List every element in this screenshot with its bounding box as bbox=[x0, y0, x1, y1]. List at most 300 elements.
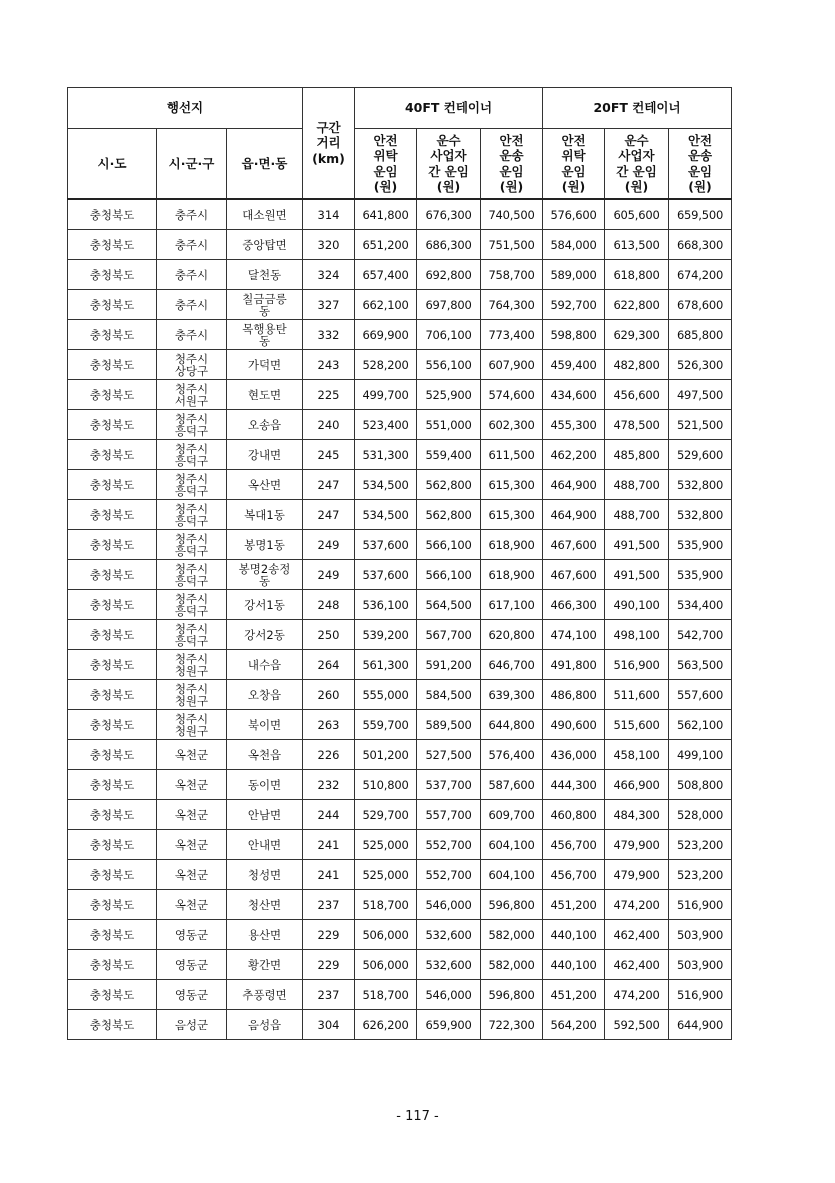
cell-distance: 226 bbox=[303, 740, 355, 770]
cell-sigungu: 청주시 서원구 bbox=[157, 380, 227, 410]
cell-20ft-safe-transport: 503,900 bbox=[669, 920, 732, 950]
table-row bbox=[68, 260, 732, 290]
cell-distance: 229 bbox=[303, 950, 355, 980]
cell-sido: 충청북도 bbox=[68, 830, 157, 860]
cell-sigungu: 충주시 bbox=[157, 290, 227, 320]
cell-sido: 충청북도 bbox=[68, 800, 157, 830]
cell-40ft-safe-transport: 639,300 bbox=[481, 680, 543, 710]
cell-40ft-safe-transport: 576,400 bbox=[481, 740, 543, 770]
cell-40ft-operator: 556,100 bbox=[417, 350, 481, 380]
table-row bbox=[68, 440, 732, 470]
cell-20ft-safe-consign: 444,300 bbox=[543, 770, 605, 800]
cell-20ft-safe-consign: 467,600 bbox=[543, 530, 605, 560]
cell-sigungu: 영동군 bbox=[157, 980, 227, 1010]
cell-sido: 충청북도 bbox=[68, 770, 157, 800]
cell-20ft-safe-transport: 503,900 bbox=[669, 950, 732, 980]
cell-20ft-operator: 488,700 bbox=[605, 500, 669, 530]
cell-40ft-safe-consign: 537,600 bbox=[355, 530, 417, 560]
cell-20ft-safe-consign: 460,800 bbox=[543, 800, 605, 830]
cell-eupmyeondong: 달천동 bbox=[227, 260, 303, 290]
header-40ft-safe-transport-rate: 안전 운송 운임 (원) bbox=[481, 129, 543, 200]
table-row bbox=[68, 740, 732, 770]
cell-20ft-operator: 456,600 bbox=[605, 380, 669, 410]
cell-distance: 249 bbox=[303, 560, 355, 590]
cell-40ft-operator: 537,700 bbox=[417, 770, 481, 800]
cell-20ft-safe-transport: 521,500 bbox=[669, 410, 732, 440]
cell-20ft-safe-consign: 584,000 bbox=[543, 230, 605, 260]
cell-20ft-safe-transport: 659,500 bbox=[669, 199, 732, 230]
cell-eupmyeondong: 대소원면 bbox=[227, 199, 303, 230]
cell-distance: 237 bbox=[303, 980, 355, 1010]
cell-20ft-operator: 485,800 bbox=[605, 440, 669, 470]
cell-distance: 260 bbox=[303, 680, 355, 710]
cell-eupmyeondong: 안내면 bbox=[227, 830, 303, 860]
cell-20ft-safe-consign: 464,900 bbox=[543, 500, 605, 530]
cell-40ft-safe-transport: 617,100 bbox=[481, 590, 543, 620]
cell-eupmyeondong: 강내면 bbox=[227, 440, 303, 470]
cell-40ft-operator: 559,400 bbox=[417, 440, 481, 470]
table-row bbox=[68, 560, 732, 590]
cell-20ft-operator: 474,200 bbox=[605, 980, 669, 1010]
cell-sido: 충청북도 bbox=[68, 860, 157, 890]
cell-20ft-operator: 462,400 bbox=[605, 920, 669, 950]
cell-sido: 충청북도 bbox=[68, 680, 157, 710]
cell-20ft-operator: 515,600 bbox=[605, 710, 669, 740]
cell-40ft-safe-transport: 758,700 bbox=[481, 260, 543, 290]
cell-20ft-operator: 479,900 bbox=[605, 860, 669, 890]
cell-40ft-operator: 659,900 bbox=[417, 1010, 481, 1040]
cell-sigungu: 청주시 흥덕구 bbox=[157, 500, 227, 530]
cell-20ft-safe-consign: 440,100 bbox=[543, 920, 605, 950]
cell-20ft-operator: 490,100 bbox=[605, 590, 669, 620]
cell-40ft-safe-consign: 641,800 bbox=[355, 199, 417, 230]
cell-40ft-safe-transport: 620,800 bbox=[481, 620, 543, 650]
cell-40ft-operator: 584,500 bbox=[417, 680, 481, 710]
cell-20ft-safe-transport: 644,900 bbox=[669, 1010, 732, 1040]
header-20ft-safe-transport-rate: 안전 운송 운임 (원) bbox=[669, 129, 732, 200]
cell-eupmyeondong: 청성면 bbox=[227, 860, 303, 890]
cell-40ft-safe-transport: 751,500 bbox=[481, 230, 543, 260]
cell-40ft-operator: 566,100 bbox=[417, 560, 481, 590]
cell-40ft-safe-consign: 528,200 bbox=[355, 350, 417, 380]
cell-sido: 충청북도 bbox=[68, 530, 157, 560]
cell-eupmyeondong: 추풍령면 bbox=[227, 980, 303, 1010]
cell-20ft-operator: 618,800 bbox=[605, 260, 669, 290]
cell-40ft-safe-consign: 536,100 bbox=[355, 590, 417, 620]
table-row bbox=[68, 410, 732, 440]
cell-40ft-safe-transport: 604,100 bbox=[481, 830, 543, 860]
cell-eupmyeondong: 목행용탄 동 bbox=[227, 320, 303, 350]
cell-20ft-safe-transport: 557,600 bbox=[669, 680, 732, 710]
cell-eupmyeondong: 중앙탑면 bbox=[227, 230, 303, 260]
header-40ft-operator-rate: 운수 사업자 간 운임 (원) bbox=[417, 129, 481, 200]
cell-20ft-operator: 592,500 bbox=[605, 1010, 669, 1040]
cell-20ft-safe-transport: 508,800 bbox=[669, 770, 732, 800]
cell-20ft-safe-consign: 436,000 bbox=[543, 740, 605, 770]
cell-eupmyeondong: 옥천읍 bbox=[227, 740, 303, 770]
cell-eupmyeondong: 강서1동 bbox=[227, 590, 303, 620]
cell-sido: 충청북도 bbox=[68, 590, 157, 620]
cell-eupmyeondong: 청산면 bbox=[227, 890, 303, 920]
cell-40ft-safe-consign: 669,900 bbox=[355, 320, 417, 350]
cell-sigungu: 옥천군 bbox=[157, 860, 227, 890]
table-row bbox=[68, 290, 732, 320]
cell-sido: 충청북도 bbox=[68, 380, 157, 410]
table-row bbox=[68, 530, 732, 560]
cell-distance: 245 bbox=[303, 440, 355, 470]
cell-eupmyeondong: 오송읍 bbox=[227, 410, 303, 440]
cell-sigungu: 청주시 흥덕구 bbox=[157, 470, 227, 500]
cell-sido: 충청북도 bbox=[68, 980, 157, 1010]
cell-sido: 충청북도 bbox=[68, 890, 157, 920]
cell-40ft-operator: 551,000 bbox=[417, 410, 481, 440]
cell-40ft-safe-transport: 607,900 bbox=[481, 350, 543, 380]
cell-sigungu: 충주시 bbox=[157, 199, 227, 230]
header-20ft-operator-rate: 운수 사업자 간 운임 (원) bbox=[605, 129, 669, 200]
cell-40ft-operator: 591,200 bbox=[417, 650, 481, 680]
cell-sigungu: 청주시 흥덕구 bbox=[157, 410, 227, 440]
cell-sido: 충청북도 bbox=[68, 500, 157, 530]
cell-40ft-safe-transport: 596,800 bbox=[481, 890, 543, 920]
cell-sigungu: 충주시 bbox=[157, 320, 227, 350]
cell-20ft-safe-transport: 516,900 bbox=[669, 890, 732, 920]
cell-eupmyeondong: 황간면 bbox=[227, 950, 303, 980]
cell-20ft-safe-transport: 535,900 bbox=[669, 530, 732, 560]
cell-distance: 263 bbox=[303, 710, 355, 740]
cell-sigungu: 청주시 청원구 bbox=[157, 680, 227, 710]
cell-20ft-safe-transport: 535,900 bbox=[669, 560, 732, 590]
cell-eupmyeondong: 봉명1동 bbox=[227, 530, 303, 560]
cell-40ft-safe-transport: 646,700 bbox=[481, 650, 543, 680]
table-row bbox=[68, 800, 732, 830]
header-40ft-safe-consign-rate: 안전 위탁 운임 (원) bbox=[355, 129, 417, 200]
cell-20ft-operator: 622,800 bbox=[605, 290, 669, 320]
cell-40ft-safe-transport: 596,800 bbox=[481, 980, 543, 1010]
cell-40ft-safe-consign: 501,200 bbox=[355, 740, 417, 770]
cell-20ft-safe-transport: 674,200 bbox=[669, 260, 732, 290]
cell-20ft-safe-consign: 564,200 bbox=[543, 1010, 605, 1040]
cell-20ft-operator: 605,600 bbox=[605, 199, 669, 230]
cell-20ft-safe-consign: 434,600 bbox=[543, 380, 605, 410]
cell-20ft-operator: 498,100 bbox=[605, 620, 669, 650]
cell-20ft-safe-transport: 685,800 bbox=[669, 320, 732, 350]
cell-distance: 249 bbox=[303, 530, 355, 560]
cell-40ft-operator: 697,800 bbox=[417, 290, 481, 320]
freight-rate-table bbox=[67, 87, 732, 1040]
cell-20ft-safe-transport: 529,600 bbox=[669, 440, 732, 470]
cell-20ft-safe-consign: 456,700 bbox=[543, 860, 605, 890]
cell-40ft-operator: 532,600 bbox=[417, 920, 481, 950]
cell-40ft-safe-transport: 618,900 bbox=[481, 560, 543, 590]
cell-40ft-safe-consign: 657,400 bbox=[355, 260, 417, 290]
cell-20ft-safe-consign: 490,600 bbox=[543, 710, 605, 740]
cell-20ft-safe-transport: 532,800 bbox=[669, 470, 732, 500]
table-row bbox=[68, 680, 732, 710]
cell-20ft-safe-transport: 562,100 bbox=[669, 710, 732, 740]
table-row bbox=[68, 620, 732, 650]
cell-40ft-safe-consign: 626,200 bbox=[355, 1010, 417, 1040]
table-row bbox=[68, 710, 732, 740]
cell-distance: 237 bbox=[303, 890, 355, 920]
cell-20ft-operator: 491,500 bbox=[605, 530, 669, 560]
cell-eupmyeondong: 현도면 bbox=[227, 380, 303, 410]
table-row bbox=[68, 590, 732, 620]
cell-40ft-safe-consign: 523,400 bbox=[355, 410, 417, 440]
cell-40ft-operator: 546,000 bbox=[417, 890, 481, 920]
cell-sido: 충청북도 bbox=[68, 560, 157, 590]
cell-40ft-safe-consign: 518,700 bbox=[355, 980, 417, 1010]
cell-sigungu: 청주시 흥덕구 bbox=[157, 560, 227, 590]
cell-sido: 충청북도 bbox=[68, 1010, 157, 1040]
cell-20ft-safe-transport: 526,300 bbox=[669, 350, 732, 380]
table-row bbox=[68, 650, 732, 680]
cell-20ft-safe-consign: 467,600 bbox=[543, 560, 605, 590]
cell-sigungu: 영동군 bbox=[157, 950, 227, 980]
cell-sido: 충청북도 bbox=[68, 199, 157, 230]
cell-sido: 충청북도 bbox=[68, 710, 157, 740]
cell-eupmyeondong: 용산면 bbox=[227, 920, 303, 950]
cell-distance: 244 bbox=[303, 800, 355, 830]
cell-40ft-operator: 567,700 bbox=[417, 620, 481, 650]
cell-20ft-safe-consign: 456,700 bbox=[543, 830, 605, 860]
cell-20ft-operator: 478,500 bbox=[605, 410, 669, 440]
cell-distance: 324 bbox=[303, 260, 355, 290]
cell-40ft-safe-consign: 539,200 bbox=[355, 620, 417, 650]
cell-20ft-safe-transport: 563,500 bbox=[669, 650, 732, 680]
cell-40ft-safe-transport: 615,300 bbox=[481, 470, 543, 500]
cell-40ft-safe-transport: 740,500 bbox=[481, 199, 543, 230]
cell-eupmyeondong: 내수읍 bbox=[227, 650, 303, 680]
cell-distance: 225 bbox=[303, 380, 355, 410]
cell-40ft-safe-consign: 525,000 bbox=[355, 860, 417, 890]
table-row bbox=[68, 199, 732, 230]
cell-sigungu: 청주시 상당구 bbox=[157, 350, 227, 380]
cell-20ft-safe-consign: 451,200 bbox=[543, 890, 605, 920]
cell-20ft-safe-consign: 451,200 bbox=[543, 980, 605, 1010]
cell-distance: 241 bbox=[303, 860, 355, 890]
cell-40ft-operator: 692,800 bbox=[417, 260, 481, 290]
cell-eupmyeondong: 음성읍 bbox=[227, 1010, 303, 1040]
cell-sido: 충청북도 bbox=[68, 440, 157, 470]
cell-20ft-safe-transport: 499,100 bbox=[669, 740, 732, 770]
cell-20ft-operator: 613,500 bbox=[605, 230, 669, 260]
table-row bbox=[68, 380, 732, 410]
cell-20ft-safe-consign: 466,300 bbox=[543, 590, 605, 620]
cell-sido: 충청북도 bbox=[68, 320, 157, 350]
cell-40ft-safe-consign: 534,500 bbox=[355, 470, 417, 500]
cell-distance: 247 bbox=[303, 500, 355, 530]
cell-sido: 충청북도 bbox=[68, 620, 157, 650]
cell-40ft-operator: 552,700 bbox=[417, 860, 481, 890]
cell-20ft-safe-consign: 455,300 bbox=[543, 410, 605, 440]
cell-40ft-safe-consign: 534,500 bbox=[355, 500, 417, 530]
cell-40ft-safe-transport: 618,900 bbox=[481, 530, 543, 560]
table-row bbox=[68, 350, 732, 380]
cell-40ft-safe-transport: 602,300 bbox=[481, 410, 543, 440]
cell-distance: 250 bbox=[303, 620, 355, 650]
cell-40ft-operator: 552,700 bbox=[417, 830, 481, 860]
cell-40ft-safe-transport: 611,500 bbox=[481, 440, 543, 470]
cell-20ft-safe-transport: 668,300 bbox=[669, 230, 732, 260]
cell-40ft-safe-consign: 555,000 bbox=[355, 680, 417, 710]
cell-40ft-safe-consign: 499,700 bbox=[355, 380, 417, 410]
cell-20ft-safe-consign: 592,700 bbox=[543, 290, 605, 320]
cell-eupmyeondong: 오창읍 bbox=[227, 680, 303, 710]
table-row bbox=[68, 950, 732, 980]
cell-40ft-safe-consign: 561,300 bbox=[355, 650, 417, 680]
cell-distance: 229 bbox=[303, 920, 355, 950]
cell-40ft-safe-transport: 604,100 bbox=[481, 860, 543, 890]
header-eupmyeondong: 읍·면·동 bbox=[227, 129, 303, 200]
cell-40ft-operator: 525,900 bbox=[417, 380, 481, 410]
cell-40ft-operator: 532,600 bbox=[417, 950, 481, 980]
cell-eupmyeondong: 복대1동 bbox=[227, 500, 303, 530]
cell-sido: 충청북도 bbox=[68, 230, 157, 260]
cell-distance: 232 bbox=[303, 770, 355, 800]
table-row bbox=[68, 830, 732, 860]
cell-20ft-safe-transport: 528,000 bbox=[669, 800, 732, 830]
cell-sigungu: 청주시 흥덕구 bbox=[157, 530, 227, 560]
cell-20ft-safe-transport: 532,800 bbox=[669, 500, 732, 530]
cell-40ft-safe-transport: 582,000 bbox=[481, 920, 543, 950]
cell-eupmyeondong: 옥산면 bbox=[227, 470, 303, 500]
cell-40ft-operator: 676,300 bbox=[417, 199, 481, 230]
cell-40ft-operator: 557,700 bbox=[417, 800, 481, 830]
cell-20ft-operator: 511,600 bbox=[605, 680, 669, 710]
cell-20ft-safe-consign: 474,100 bbox=[543, 620, 605, 650]
cell-20ft-safe-consign: 491,800 bbox=[543, 650, 605, 680]
cell-sigungu: 옥천군 bbox=[157, 740, 227, 770]
cell-20ft-operator: 458,100 bbox=[605, 740, 669, 770]
cell-20ft-safe-transport: 497,500 bbox=[669, 380, 732, 410]
cell-sido: 충청북도 bbox=[68, 920, 157, 950]
header-40ft-container: 40FT 컨테이너 bbox=[355, 88, 543, 129]
table-row bbox=[68, 920, 732, 950]
table-row bbox=[68, 1010, 732, 1040]
cell-20ft-safe-consign: 459,400 bbox=[543, 350, 605, 380]
header-destination: 행선지 bbox=[68, 88, 303, 129]
cell-40ft-safe-consign: 518,700 bbox=[355, 890, 417, 920]
header-20ft-container: 20FT 컨테이너 bbox=[543, 88, 732, 129]
table-body bbox=[68, 199, 732, 1040]
cell-40ft-operator: 562,800 bbox=[417, 500, 481, 530]
cell-20ft-operator: 474,200 bbox=[605, 890, 669, 920]
table-row bbox=[68, 980, 732, 1010]
cell-distance: 243 bbox=[303, 350, 355, 380]
cell-20ft-operator: 516,900 bbox=[605, 650, 669, 680]
cell-eupmyeondong: 동이면 bbox=[227, 770, 303, 800]
cell-40ft-operator: 566,100 bbox=[417, 530, 481, 560]
cell-20ft-safe-transport: 678,600 bbox=[669, 290, 732, 320]
cell-40ft-safe-transport: 644,800 bbox=[481, 710, 543, 740]
cell-40ft-safe-consign: 529,700 bbox=[355, 800, 417, 830]
cell-40ft-safe-consign: 506,000 bbox=[355, 950, 417, 980]
header-20ft-safe-consign-rate: 안전 위탁 운임 (원) bbox=[543, 129, 605, 200]
table-row bbox=[68, 770, 732, 800]
cell-sigungu: 음성군 bbox=[157, 1010, 227, 1040]
cell-20ft-safe-transport: 516,900 bbox=[669, 980, 732, 1010]
cell-40ft-safe-transport: 574,600 bbox=[481, 380, 543, 410]
cell-sido: 충청북도 bbox=[68, 650, 157, 680]
table-row bbox=[68, 890, 732, 920]
cell-20ft-operator: 466,900 bbox=[605, 770, 669, 800]
cell-40ft-operator: 546,000 bbox=[417, 980, 481, 1010]
cell-sigungu: 옥천군 bbox=[157, 770, 227, 800]
cell-20ft-safe-transport: 534,400 bbox=[669, 590, 732, 620]
header-sigungu: 시·군·구 bbox=[157, 129, 227, 200]
cell-eupmyeondong: 칠금금릉 동 bbox=[227, 290, 303, 320]
cell-40ft-safe-transport: 587,600 bbox=[481, 770, 543, 800]
cell-sigungu: 충주시 bbox=[157, 230, 227, 260]
table-row bbox=[68, 860, 732, 890]
cell-40ft-safe-transport: 582,000 bbox=[481, 950, 543, 980]
table-row bbox=[68, 500, 732, 530]
cell-sigungu: 청주시 청원구 bbox=[157, 650, 227, 680]
cell-sido: 충청북도 bbox=[68, 950, 157, 980]
cell-40ft-operator: 527,500 bbox=[417, 740, 481, 770]
cell-40ft-safe-consign: 662,100 bbox=[355, 290, 417, 320]
cell-20ft-operator: 491,500 bbox=[605, 560, 669, 590]
cell-40ft-safe-consign: 559,700 bbox=[355, 710, 417, 740]
table-row bbox=[68, 230, 732, 260]
cell-20ft-operator: 629,300 bbox=[605, 320, 669, 350]
cell-sido: 충청북도 bbox=[68, 350, 157, 380]
cell-20ft-safe-consign: 462,200 bbox=[543, 440, 605, 470]
cell-sido: 충청북도 bbox=[68, 470, 157, 500]
cell-40ft-safe-transport: 722,300 bbox=[481, 1010, 543, 1040]
cell-distance: 248 bbox=[303, 590, 355, 620]
cell-sigungu: 옥천군 bbox=[157, 830, 227, 860]
cell-40ft-operator: 564,500 bbox=[417, 590, 481, 620]
table-row bbox=[68, 470, 732, 500]
cell-40ft-safe-consign: 525,000 bbox=[355, 830, 417, 860]
cell-distance: 241 bbox=[303, 830, 355, 860]
cell-sigungu: 청주시 흥덕구 bbox=[157, 620, 227, 650]
cell-eupmyeondong: 북이면 bbox=[227, 710, 303, 740]
cell-40ft-operator: 589,500 bbox=[417, 710, 481, 740]
cell-20ft-operator: 462,400 bbox=[605, 950, 669, 980]
cell-40ft-safe-consign: 537,600 bbox=[355, 560, 417, 590]
cell-distance: 314 bbox=[303, 199, 355, 230]
cell-20ft-safe-consign: 486,800 bbox=[543, 680, 605, 710]
cell-distance: 247 bbox=[303, 470, 355, 500]
cell-sido: 충청북도 bbox=[68, 290, 157, 320]
cell-sigungu: 청주시 흥덕구 bbox=[157, 590, 227, 620]
page-number: - 117 - bbox=[396, 1109, 439, 1124]
cell-20ft-safe-consign: 440,100 bbox=[543, 950, 605, 980]
cell-eupmyeondong: 안남면 bbox=[227, 800, 303, 830]
cell-20ft-safe-consign: 598,800 bbox=[543, 320, 605, 350]
cell-20ft-safe-consign: 464,900 bbox=[543, 470, 605, 500]
cell-distance: 320 bbox=[303, 230, 355, 260]
cell-sigungu: 충주시 bbox=[157, 260, 227, 290]
cell-sigungu: 옥천군 bbox=[157, 800, 227, 830]
cell-20ft-safe-consign: 576,600 bbox=[543, 199, 605, 230]
cell-20ft-operator: 488,700 bbox=[605, 470, 669, 500]
cell-40ft-operator: 686,300 bbox=[417, 230, 481, 260]
cell-40ft-safe-transport: 609,700 bbox=[481, 800, 543, 830]
cell-eupmyeondong: 가덕면 bbox=[227, 350, 303, 380]
cell-20ft-safe-consign: 589,000 bbox=[543, 260, 605, 290]
cell-20ft-operator: 479,900 bbox=[605, 830, 669, 860]
cell-40ft-safe-transport: 615,300 bbox=[481, 500, 543, 530]
cell-20ft-safe-transport: 542,700 bbox=[669, 620, 732, 650]
cell-eupmyeondong: 봉명2송정 동 bbox=[227, 560, 303, 590]
cell-40ft-safe-consign: 531,300 bbox=[355, 440, 417, 470]
cell-40ft-operator: 706,100 bbox=[417, 320, 481, 350]
cell-40ft-safe-consign: 510,800 bbox=[355, 770, 417, 800]
cell-distance: 240 bbox=[303, 410, 355, 440]
